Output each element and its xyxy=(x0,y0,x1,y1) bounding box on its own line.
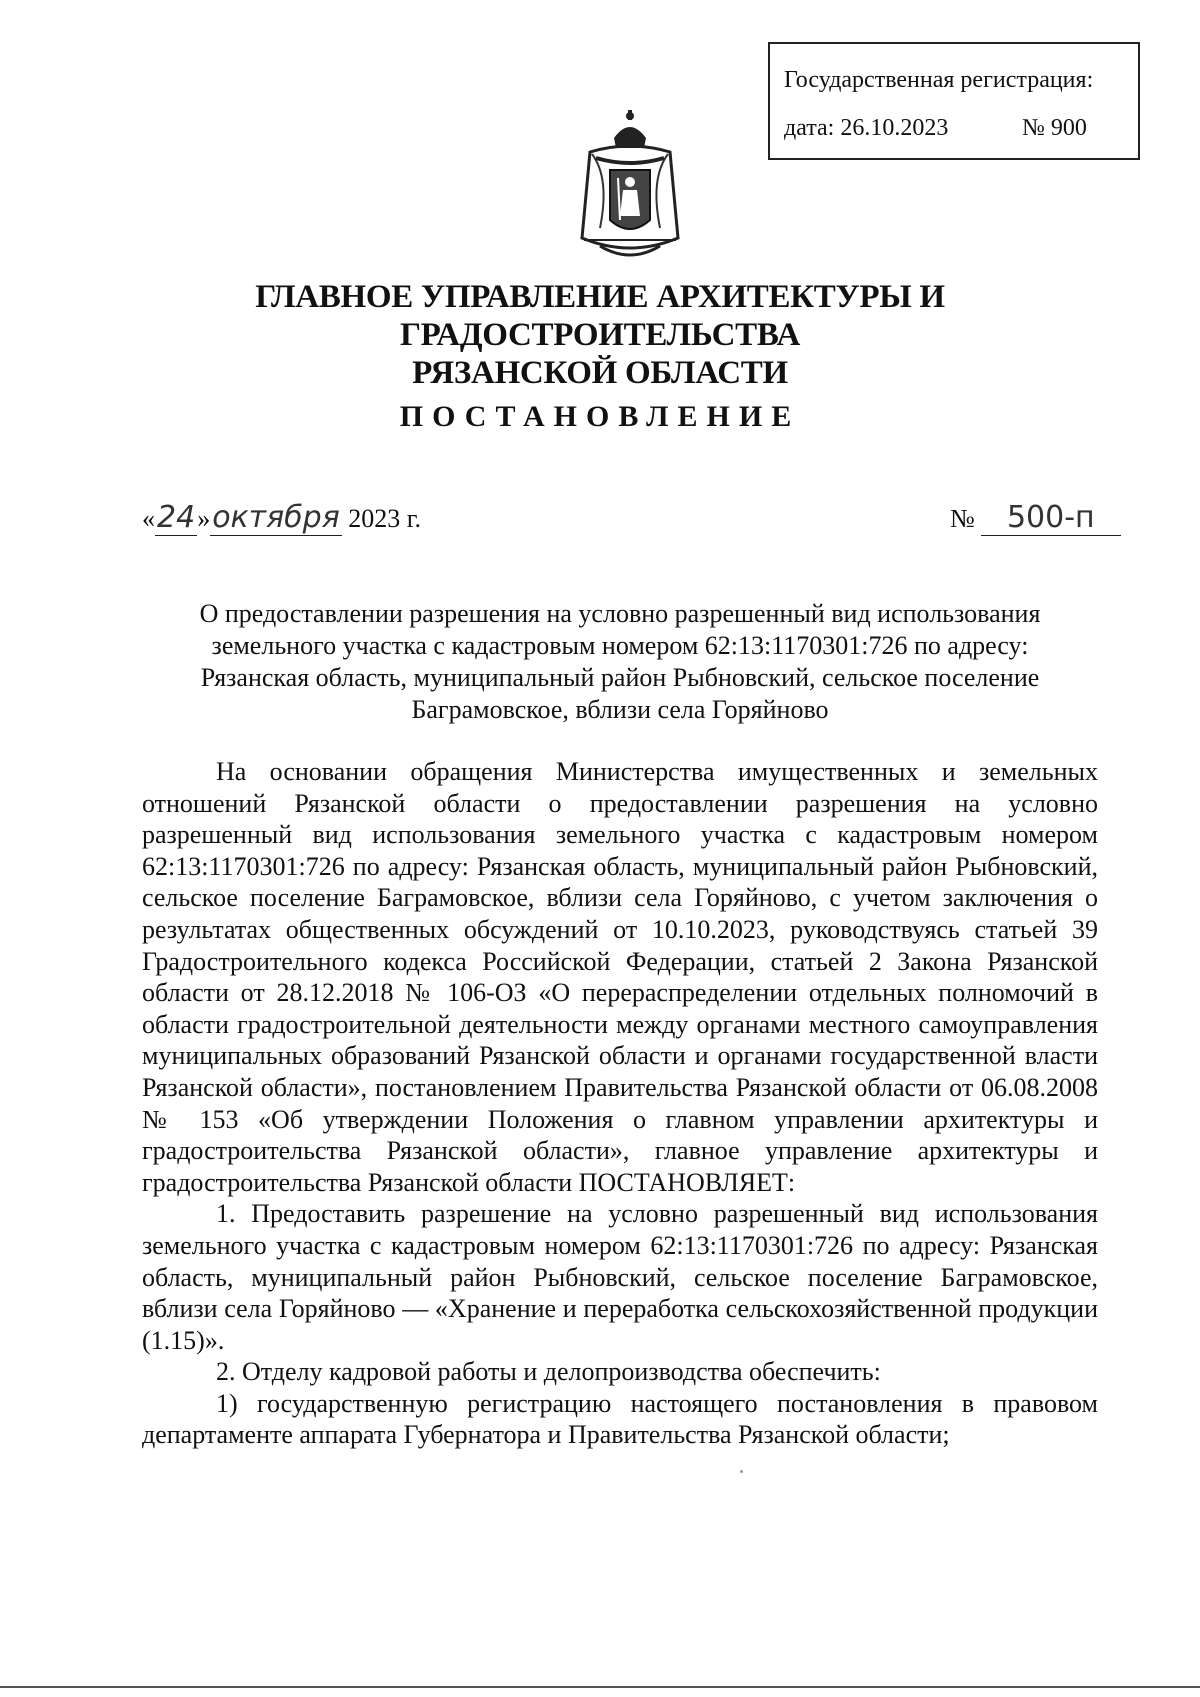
registration-number: № 900 xyxy=(1022,115,1087,141)
ryazan-coat-of-arms-icon xyxy=(570,108,690,268)
registration-date: дата: 26.10.2023 xyxy=(784,115,949,141)
document-number xyxy=(950,500,1121,536)
org-line-1: ГЛАВНОЕ УПРАВЛЕНИЕ АРХИТЕКТУРЫ И ГРАДОСТРОИТЕЛЬСТВА xyxy=(255,279,945,353)
registration-title: Государственная регистрация: xyxy=(784,67,1094,93)
document-type: ПОСТАНОВЛЕНИЕ xyxy=(399,400,801,433)
item-2-1-paragraph: 1) государственную регистрацию настоящего постановления в правовом департаменте аппарата Губернатора и Правительства Рязанской области; xyxy=(142,1388,1098,1450)
date-open-quote: « xyxy=(142,504,155,533)
subject-line: земельного участка с кадастровым номером 62:13:1170301:726 по адресу: xyxy=(211,631,1029,660)
date-year: 2023 г. xyxy=(348,504,422,533)
org-line-2: РЯЗАНСКОЙ ОБЛАСТИ xyxy=(412,355,788,391)
subject-line: Рязанская область, муниципальный район Рыбновский, сельское поселение xyxy=(200,663,1040,692)
date-mid-quote: » xyxy=(197,504,211,533)
scan-speck xyxy=(740,1470,743,1473)
subject-line: О предоставлении разрешения на условно разрешенный вид использования xyxy=(199,599,1041,628)
preamble-paragraph: На основании обращения Министерства имущественных и земельных отношений Рязанской области о предоставлении разрешения на условно разрешенный вид использования земельного участка с кадастровым номером 62:13:1170301:726 по адресу: Рязанская область, муниципальный район Рыбновский, сельское поселение Баграмовское, вблизи села Горяйново, с учетом заключения о результатах общественных обсуждений от 10.10.2023, руководствуясь статьей 39 Градостроительного кодекса Российской Федерации, статьей 2 Закона Рязанской области от 28.12.2018 № 106-ОЗ «О перераспределении отдельных полномочий в области градостроительной деятельности между органами местного самоуправления муниципальных образований Рязанской области и органами государственной власти Рязанской области», постановлением Правительства Рязанской области от 06.08.2008 № 153 «Об утверждении Положения о главном управлении архитектуры и градостроительства Рязанской области», главное управление архитектуры и градостроительства Рязанской области ПОСТАНОВЛЯЕТ: xyxy=(142,757,1098,1197)
item-2-paragraph: 2. Отделу кадровой работы и делопроизводства обеспечить: xyxy=(216,1357,881,1387)
subject-line: Баграмовское, вблизи села Горяйново xyxy=(411,695,829,724)
registration-stamp xyxy=(768,42,1140,160)
date-month-handwritten: октября xyxy=(212,500,340,535)
scan-edge-line xyxy=(0,1686,1200,1688)
number-label: № xyxy=(950,504,975,533)
number-value-handwritten: 500-п xyxy=(981,500,1121,536)
document-date xyxy=(142,500,421,536)
date-day-handwritten: 24 xyxy=(157,500,196,535)
item-1-paragraph: 1. Предоставить разрешение на условно разрешенный вид использования земельного участка с кадастровым номером 62:13:1170301:726 по адресу: Рязанская область, муниципальный район Рыбновский, сельское поселение Баграмовское, вблизи села Горяйново — «Хранение и переработка сельскохозяйственной продукции (1.15)». xyxy=(142,1199,1098,1355)
organization-title xyxy=(100,278,1100,392)
document-subject xyxy=(150,598,1090,726)
document-body xyxy=(142,756,1098,1451)
